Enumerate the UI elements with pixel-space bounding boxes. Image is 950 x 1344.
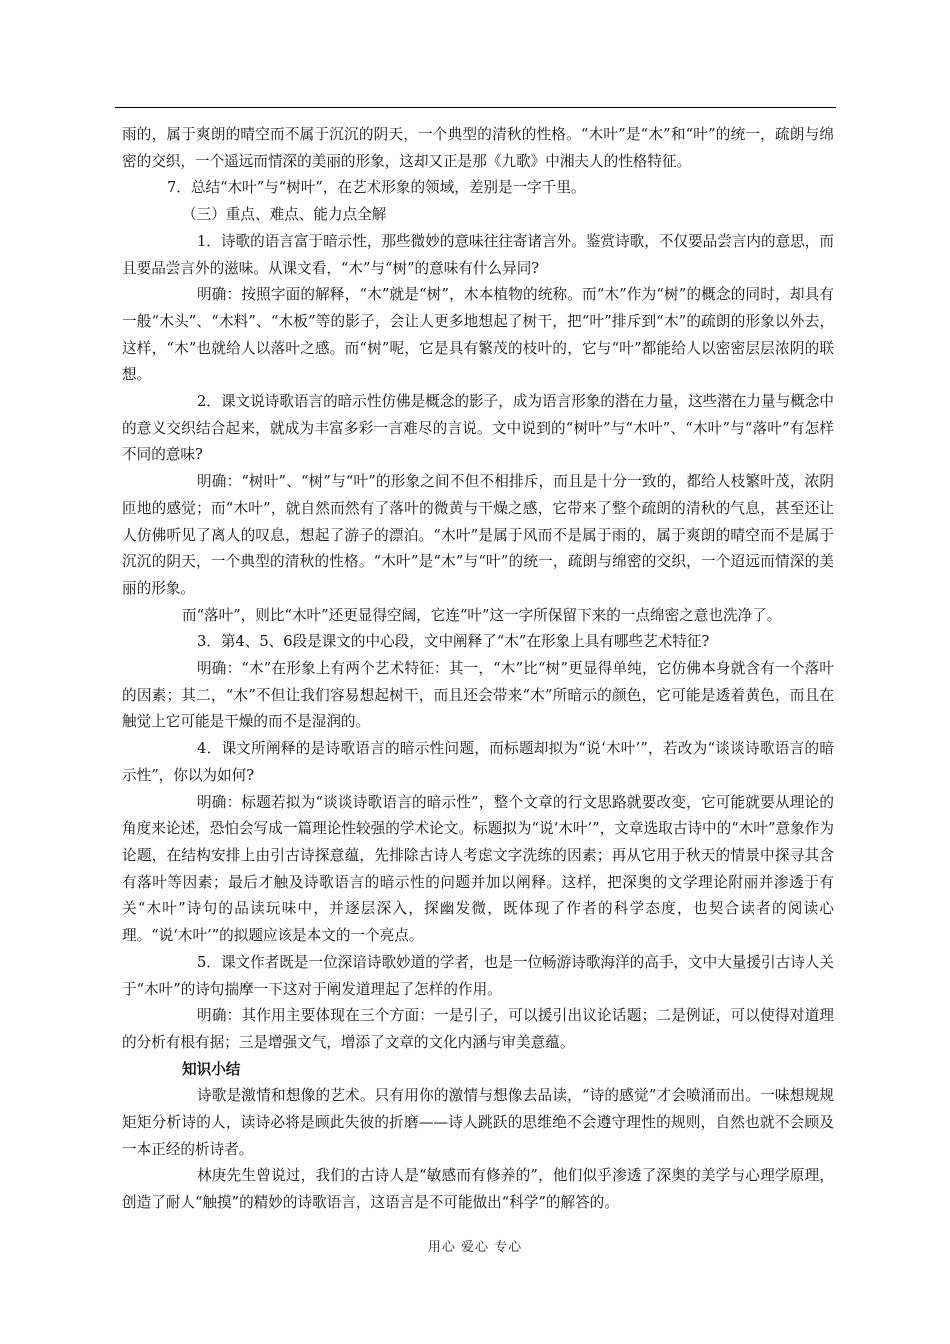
question-5: 5．课文作者既是一位深谙诗歌妙道的学者，也是一位畅游诗歌海洋的高手，文中大量援引古诗人关于“木叶”的诗句揣摩一下这对于阐发道理起了怎样的作用。 [122, 953, 834, 998]
document-body [122, 122, 834, 1217]
header-rule [115, 107, 836, 108]
summary-heading: 知识小结 [182, 1060, 241, 1078]
question-1: 1．诗歌的语言富于暗示性，那些微妙的意味往往寄诸言外。鉴赏诗歌，不仅要品尝言内的意思，而且要品尝言外的滋味。从课文看，“木”与“树”的意味有什么异同? [122, 232, 834, 277]
answer-5: 明确：其作用主要体现在三个方面：一是引子，可以援引出议论话题；二是例证，可以使得对道理的分析有根有据；三是增强文气，增添了文章的文化内涵与审美意蕴。 [122, 1007, 834, 1051]
answer-3: 明确：“木”在形象上有两个艺术特征：其一，“木”比“树”更显得单纯，它仿佛本身就含有一个落叶的因素；其二，“木”不但让我们容易想起树干，而且还会带来“木”所暗示的颜色，它可能是透着黄色，而且在触觉上它可能是干燥的而不是湿润的。 [122, 660, 834, 731]
answer-1: 明确：按照字面的解释，“木”就是“树”，木本植物的统称。而“木”作为“树”的概念的同时，却具有一般“木头”、“木料”、“木板”等的影子，会让人更多地想起了树干，把“叶”排斥到“木”的疏朗的形象以外去，这样，“木”也就给人以落叶之感。而“树”呢，它是具有繁茂的枝叶的，它与“叶”都能给人以密密层层浓阴的联想。 [122, 286, 834, 384]
summary-paragraph-2: 林庚先生曾说过，我们的古诗人是“敏感而有修养的”，他们似乎渗透了深奥的美学与心理学原理，创造了耐人“触摸”的精妙的诗歌语言，这语言是不可能做出“科学”的解答的。 [122, 1167, 834, 1212]
question-2: 2．课文说诗歌语言的暗示性仿佛是概念的影子，成为语言形象的潜在力量，这些潜在力量与概念中的意义交织结合起来，就成为丰富多彩一言难尽的言说。文中说到的“树叶”与“木叶”、“木叶”与“落叶”有怎样不同的意味? [122, 393, 834, 464]
summary-paragraph-1: 诗歌是激情和想像的艺术。只有用你的激情与想像去品读，“诗的感觉”才会喷涌而出。一味想规规矩矩分析诗的人，读诗必将是顾此失彼的折磨——诗人跳跃的思维绝不会遵守理性的规则，自然也就不会顾及一本正经的析诗者。 [122, 1087, 834, 1158]
answer-2: 明确：“树叶”、“树”与“叶”的形象之间不但不相排斥，而且是十分一致的，都给人枝繁叶茂，浓阴匝地的感觉；而“木叶”，就自然而然有了落叶的微黄与干燥之感，它带来了整个疏朗的清秋的气息，甚至还让人仿佛听见了离人的叹息，想起了游子的漂泊。“木叶”是属于风而不是属于雨的，属于爽朗的晴空而不是属于沉沉的阴天，一个典型的清秋的性格。“木叶”是“木”与“叶”的统一，疏朗与绵密的交织，一个迢远而情深的美丽的形象。 [122, 473, 834, 597]
question-3: 3．第4、5、6段是课文的中心段，文中阐释了“木”在形象上具有哪些艺术特征? [197, 633, 710, 651]
question-4: 4．课文所阐释的是诗歌语言的暗示性问题，而标题却拟为“说‘木叶’”，若改为“谈谈诗歌语言的暗示性”，你以为如何? [122, 740, 834, 784]
answer-4: 明确：标题若拟为“谈谈诗歌语言的暗示性”，整个文章的行文思路就要改变，它可能就要从理论的角度来论述，恐怕会写成一篇理论性较强的学术论文。标题拟为“说‘木叶’”，文章选取古诗中的“木叶”意象作为论题，在结构安排上由引古诗探意蕴，先排除古诗人考虑文字洗练的因素；再从它用于秋天的情景中探寻其含有落叶等因素；最后才触及诗歌语言的暗示性的问题并加以阐释。这样，把深奥的文学理论附丽并渗透于有关“木叶”诗句的品读玩味中，并逐层深入，探幽发微，既体现了作者的科学态度，也契合读者的阅读心理。“说‘木叶’”的拟题应该是本文的一个亮点。 [122, 793, 834, 945]
page-footer: 用心 爱心 专心 [427, 1240, 523, 1255]
paragraph-continued: 雨的，属于爽朗的晴空而不属于沉沉的阴天，一个典型的清秋的性格。“木叶”是“木”和“叶”的统一，疏朗与绵密的交织，一个遥远而情深的美丽的形象，这却又正是那《九歌》中湘夫人的性格特征。 [122, 126, 834, 170]
answer-2-continued: 而“落叶”，则比“木叶”还更显得空阔，它连“叶”这一字所保留下来的一点绵密之意也洗净了。 [182, 606, 782, 624]
section-heading-3: （三）重点、难点、能力点全解 [182, 206, 387, 224]
paragraph-item-7: 7．总结“木叶”与“树叶”，在艺术形象的领域，差别是一字千里。 [167, 179, 586, 197]
